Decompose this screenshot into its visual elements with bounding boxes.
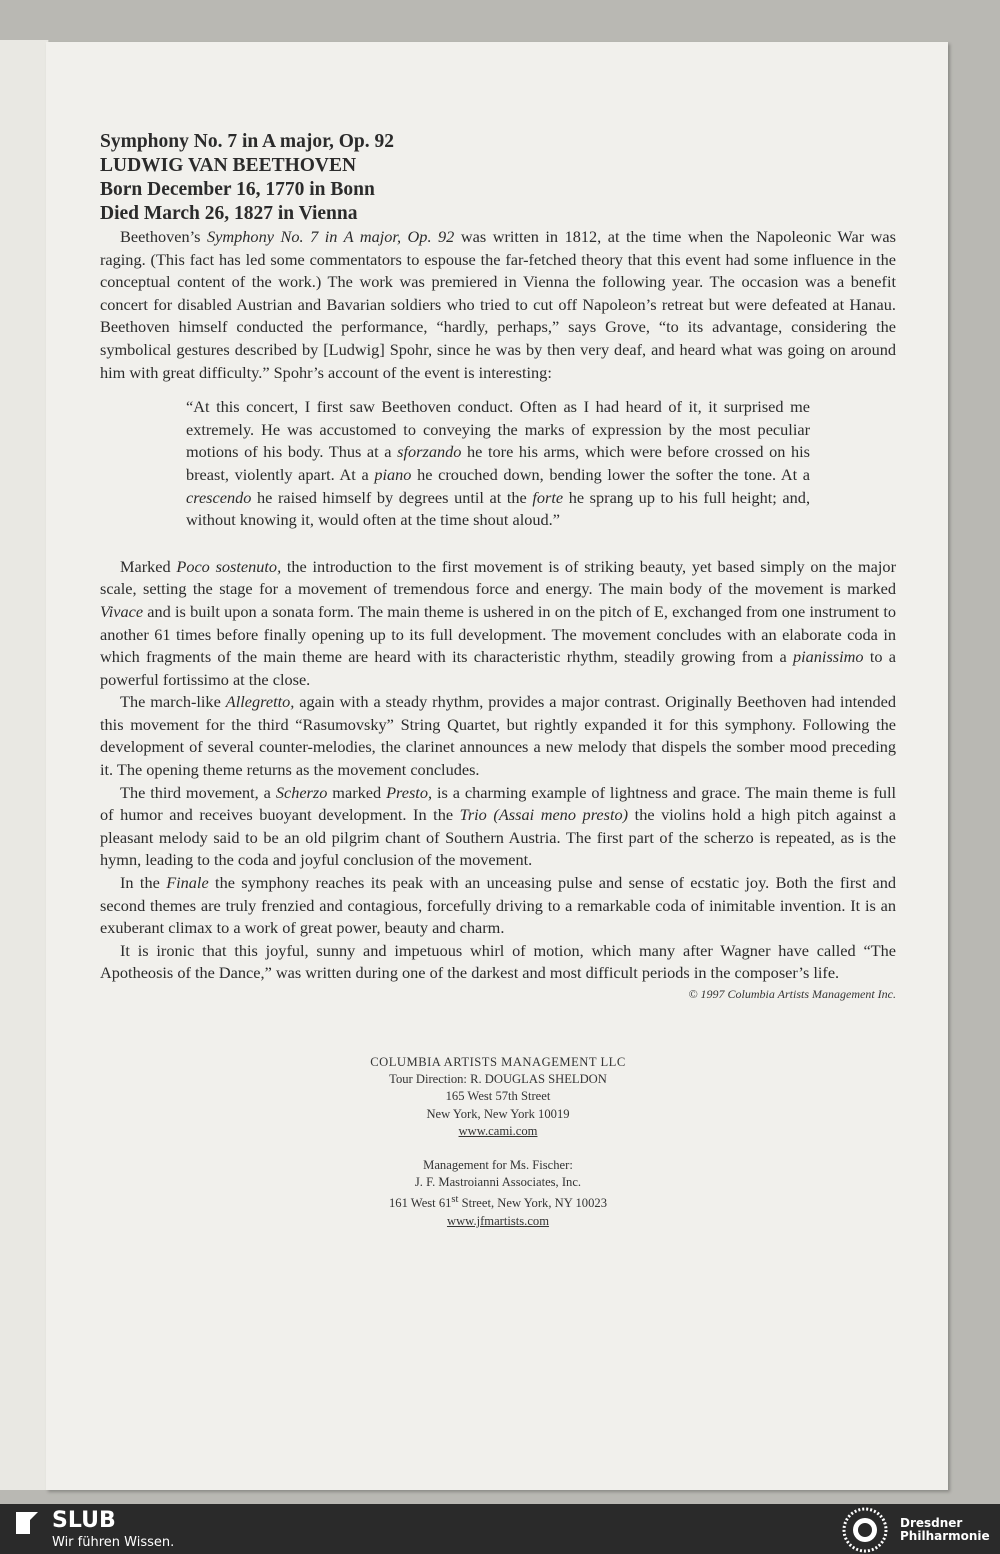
italic-run: pianissimo — [792, 647, 864, 667]
text-run: he sprang up to his full height; and, without knowing it, would often at the time shout aloud.” — [186, 487, 811, 530]
text-run: the symphony reaches its peak with an unceasing pulse and sense of ecstatic joy. Both the first and second themes are truly frenzied and contagious, forcefully driving to a remarkable coda of inimitable invention. It is an exuberant climax to a work of great power, beauty and charm. — [100, 873, 896, 938]
paragraph-first-movement — [100, 556, 896, 692]
heading-died: Died March 26, 1827 in Vienna — [100, 203, 358, 224]
page-content — [100, 130, 896, 1230]
italic-run: Finale — [166, 873, 209, 893]
spohr-quote — [186, 396, 810, 532]
spacer — [100, 546, 896, 556]
italic-run: Scherzo — [275, 782, 328, 802]
text-run: again with a steady rhythm, provides a major contrast. Originally Beethoven had intended this movement for the third “Rasumovsky” String Quartet, but rightly expanded it for this symphony. Following the development of several counter-melodies, the clarinet announces a new melody that dispels the somber mood preceding it. The opening theme returns as the movement concludes. — [100, 692, 896, 780]
previous-page-edge — [0, 40, 49, 1490]
program-page — [46, 42, 948, 1490]
italic-run: Vivace — [100, 601, 144, 621]
company-name: COLUMBIA ARTISTS MANAGEMENT LLC — [370, 1055, 626, 1069]
superscript: st — [451, 1194, 459, 1206]
paragraph-finale — [100, 872, 896, 940]
philharmonie-name-line: Dresdner — [900, 1516, 963, 1530]
italic-run: Allegretto, — [225, 692, 295, 712]
text-run: The third movement, a — [120, 782, 276, 802]
text-run: was written in 1812, at the time when the Napoleonic War was raging. (This fact has led some commentators to espouse the far-fetched theory that this event had some influence in the conceptual content of the work.) The work was premiered in Vienna the following year. The occasion was a benefit concert for disabled Austrian and Bavarian soldiers who tried to cut off Napoleon’s retreat but were defeated at Hanau. Beethoven himself conducted the performance, “hardly, perhaps,” says Grove, “to its advantage, considering the symbolical gestures described by [Ludwig] Spohr, since he was by then very deaf, and heard what was going on around him with great difficulty.” Spohr’s account of the event is interesting: — [100, 227, 896, 382]
slub-logo-text[interactable]: SLUB — [52, 1508, 116, 1533]
heading-composer: LUDWIG VAN BEETHOVEN — [100, 155, 357, 176]
jfm-website-link[interactable]: www.jfmartists.com — [446, 1213, 550, 1228]
street-address: 165 West 57th Street — [445, 1089, 551, 1104]
text-run: Beethoven’s — [120, 227, 208, 246]
text-run: Marked — [120, 556, 177, 576]
associates-address — [100, 1191, 896, 1212]
italic-run: piano — [374, 464, 412, 484]
italic-run: crescendo — [186, 487, 252, 507]
italic-run: forte — [532, 487, 564, 507]
spacer — [100, 1002, 896, 1054]
text-run: the violins hold a high pitch against a pleasant melody said to be an old pilgrim chant of Southern Austria. The first part of the scherzo is repeated, as is the hymn, leading to the coda and joyful conclusion of the movement. — [100, 805, 896, 870]
paragraph-apotheosis — [100, 940, 896, 985]
text-run: marked — [327, 782, 387, 802]
text-run: In the — [120, 873, 167, 893]
italic-run: Symphony No. 7 in A major, Op. 92 — [207, 227, 455, 246]
text-run: he raised himself by degrees until at the — [251, 487, 533, 507]
paragraph-allegretto — [100, 691, 896, 781]
text-run: and is built upon a sonata form. The main theme is ushered in on the pitch of E, exchanged from one instrument to another 61 times before finally opening up to its full development. The movement concludes with an elaborate coda in which fragments of the main theme are heard with its characteristic rhythm, steadily growing from a — [100, 601, 896, 667]
italic-run: Presto, — [386, 782, 433, 802]
philharmonie-logo-text[interactable] — [900, 1517, 990, 1543]
viewer-footer-bar — [0, 1504, 1000, 1554]
italic-run: Poco sostenuto, — [176, 556, 282, 576]
paragraph-scherzo — [100, 782, 896, 872]
text-run: is a charming example of lightness and grace. The main theme is full of humor and receives buoyant development. In the — [100, 782, 896, 825]
text-run: The march-like — [120, 692, 226, 712]
philharmonie-logo-icon[interactable] — [842, 1507, 888, 1553]
spacer — [100, 1140, 896, 1157]
cami-website-link[interactable]: www.cami.com — [458, 1123, 538, 1138]
heading-title: Symphony No. 7 in A major, Op. 92 — [100, 131, 395, 152]
text-run: he tore his arms, which were before crossed on his breast, violently apart. At a — [186, 442, 811, 484]
slub-tagline: Wir führen Wissen. — [52, 1535, 175, 1550]
text-run: to a powerful fortissimo at the close. — [100, 647, 896, 689]
text-run: 161 West 61 — [389, 1196, 452, 1211]
text-run: It is ironic that this joyful, sunny and impetuous whirl of motion, which many after Wagner have called “The Apotheosis of the Dance,” was written during one of the darkest and most difficult periods in the composer’s life. — [100, 940, 896, 983]
management-for: Management for Ms. Fischer: — [423, 1158, 573, 1173]
text-run: “At this concert, I first saw Beethoven conduct. Often as I had heard of it, it surprised me extremely. He was accustomed to conveying the marks of expression by the most peculiar motions of his body. Thus at a — [186, 397, 810, 462]
city-address: New York, New York 10019 — [426, 1106, 570, 1121]
text-run: he crouched down, bending lower the softer the tone. At a — [411, 464, 810, 484]
text-run: the introduction to the first movement is of striking beauty, yet based simply on the major scale, setting the stage for a movement of tremendous force and energy. The main body of the movement is marked — [100, 556, 896, 599]
tour-direction: Tour Direction: R. DOUGLAS SHELDON — [389, 1072, 607, 1087]
italic-run: Trio (Assai meno presto) — [459, 805, 629, 825]
philharmonie-name-line: Philharmonie — [900, 1529, 990, 1543]
slub-logo-icon[interactable] — [16, 1512, 38, 1534]
text-run: Street, New York, NY 10023 — [458, 1196, 607, 1211]
heading-born: Born December 16, 1770 in Bonn — [100, 179, 375, 200]
italic-run: sforzando — [397, 442, 462, 462]
associates-name: J. F. Mastroianni Associates, Inc. — [414, 1175, 582, 1190]
copyright-notice: © 1997 Columbia Artists Management Inc. — [688, 987, 896, 1001]
management-credits — [100, 1054, 896, 1230]
paragraph-intro — [100, 226, 896, 384]
